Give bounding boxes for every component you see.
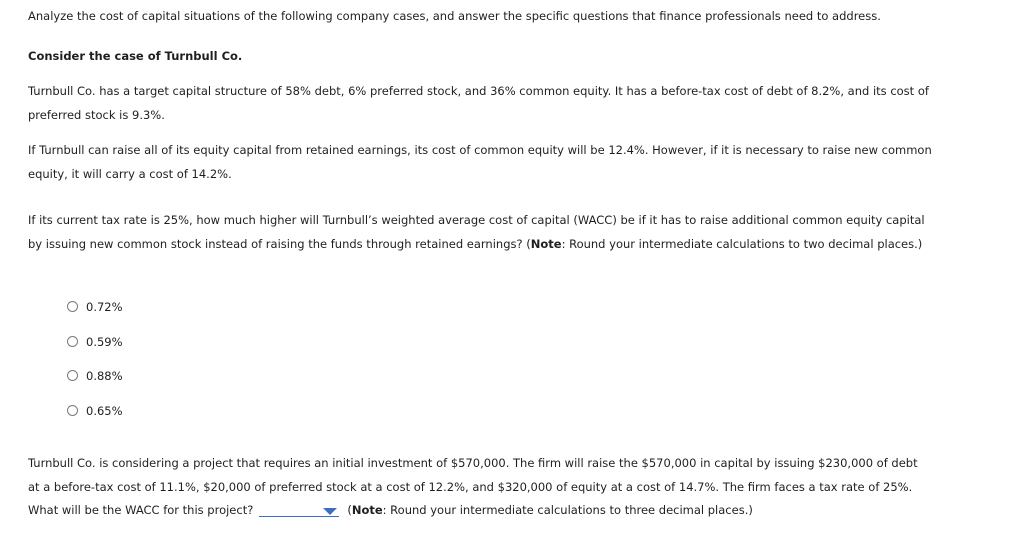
answer-option-label: 0.88%	[86, 369, 123, 383]
answer-option[interactable]	[67, 332, 123, 367]
question-1-note-label: Note	[530, 236, 562, 251]
question-2-note-label: Note	[351, 503, 383, 517]
question-2-body: Turnbull Co. is considering a project that requires an initial investment of $570,000. The firm will raise the $570,000 in capital by issuing $230,000 of debt at a before-tax cost of 11.1%, $20,000 of preferred stock at a cost of 12.2%, and $320,000 of equity at a cost of 14.7%. The firm faces a tax rate of 25%. What will be the WACC for this project?	[28, 456, 918, 517]
radio-button[interactable]	[67, 370, 78, 381]
radio-button[interactable]	[67, 301, 78, 312]
radio-button[interactable]	[67, 336, 78, 347]
dropdown-arrow-icon	[323, 508, 337, 515]
question-2-note-open: (	[347, 503, 352, 517]
radio-button[interactable]	[67, 405, 78, 416]
wacc-answer-dropdown[interactable]	[259, 503, 339, 517]
answer-option-label: 0.72%	[86, 300, 123, 314]
answer-option[interactable]	[67, 366, 123, 401]
answer-option-label: 0.65%	[86, 403, 123, 418]
case-paragraph-equity-cost: If Turnbull can raise all of its equity capital from retained earnings, its cost of common equity will be 12.4%. However, if it is necessary to raise new common equity, it will carry a cost of 14.2%.	[28, 143, 932, 181]
answer-options	[67, 297, 123, 435]
question-2-note-text: : Round your intermediate calculations to three decimal places.)	[382, 503, 753, 517]
question-2-text	[28, 452, 928, 523]
question-1-note-text: : Round your intermediate calculations to two decimal places.)	[561, 236, 923, 251]
question-1-body: If its current tax rate is 25%, how much higher will Turnbull’s weighted average cost of capital (WACC) be if it has to raise additional common equity capital by issuing new common stock instead of raising the funds through retained earnings? (	[28, 213, 925, 251]
case-title: Consider the case of Turnbull Co.	[28, 49, 243, 63]
answer-option[interactable]	[67, 297, 123, 332]
instructions-text: Analyze the cost of capital situations of the following company cases, and answer the specific questions that finance professionals need to address.	[28, 9, 881, 23]
question-1-text	[28, 209, 938, 256]
answer-option-label: 0.59%	[86, 334, 123, 349]
answer-option[interactable]	[67, 401, 123, 436]
case-paragraph-capital-structure: Turnbull Co. has a target capital structure of 58% debt, 6% preferred stock, and 36% common equity. It has a before-tax cost of debt of 8.2%, and its cost of preferred stock is 9.3%.	[28, 84, 929, 122]
